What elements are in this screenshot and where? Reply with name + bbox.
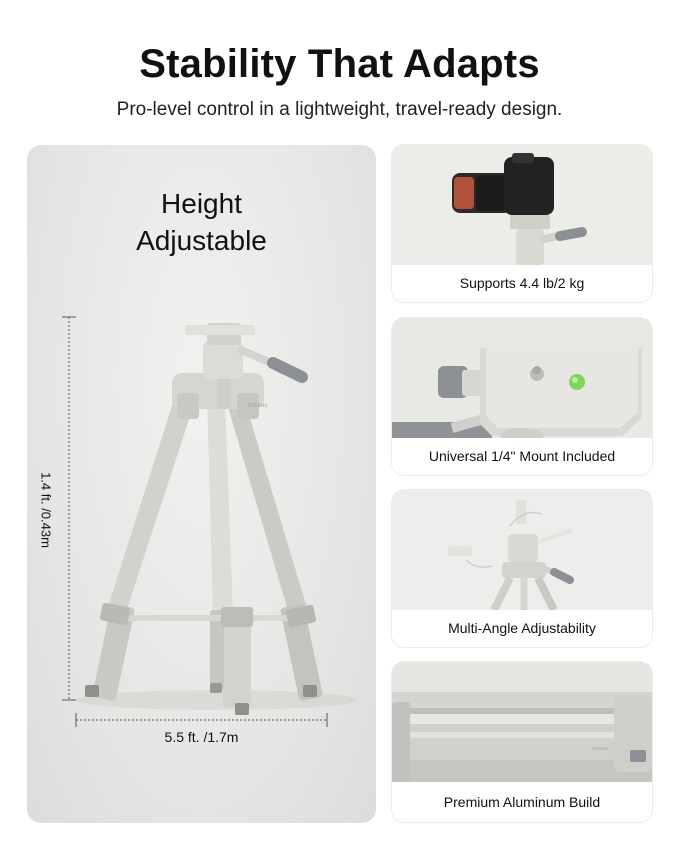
rotation-icon bbox=[392, 490, 652, 610]
width-dimension-label: 5.5 ft. /1.7m bbox=[164, 729, 239, 745]
tripod-illustration bbox=[27, 145, 376, 823]
hero-heading-line2: Adjustable bbox=[136, 225, 267, 256]
hero-heading-line1: Height bbox=[161, 188, 242, 219]
page-title: Stability That Adapts bbox=[139, 42, 540, 86]
feature-card-mount bbox=[392, 318, 652, 475]
height-adjustable-panel bbox=[27, 145, 376, 823]
height-dimension-label: 1.4 ft. /0.43m bbox=[38, 472, 54, 548]
camera-mounted-icon bbox=[392, 145, 652, 265]
feature-card-aluminum bbox=[392, 662, 652, 822]
mount-plate-icon bbox=[392, 318, 652, 438]
feature-caption-aluminum: Premium Aluminum Build bbox=[392, 782, 652, 822]
feature-caption-mount: Universal 1/4" Mount Included bbox=[392, 438, 652, 475]
feature-caption-angle: Multi-Angle Adjustability bbox=[392, 610, 652, 647]
feature-card-angle bbox=[392, 490, 652, 647]
aluminum-leg-icon bbox=[392, 662, 652, 782]
feature-caption-load: Supports 4.4 lb/2 kg bbox=[392, 265, 652, 302]
feature-card-load bbox=[392, 145, 652, 302]
page-subtitle: Pro-level control in a lightweight, travel-ready design. bbox=[116, 99, 563, 120]
brand-mark: baseus bbox=[248, 403, 268, 409]
svg-text:baseus: baseus bbox=[592, 746, 609, 752]
